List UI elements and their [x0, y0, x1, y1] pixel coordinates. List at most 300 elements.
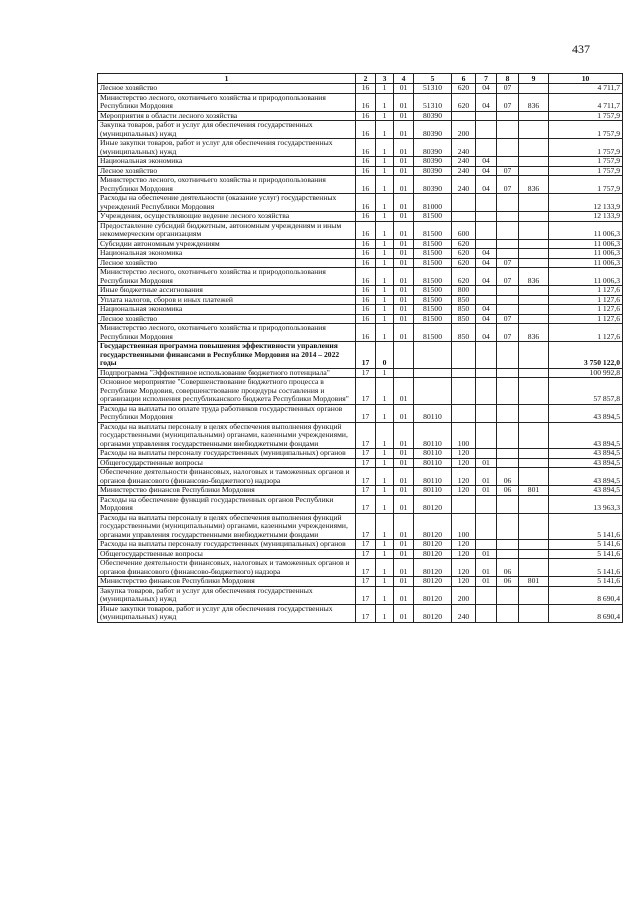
row-code-cell: 16: [356, 121, 376, 139]
row-code-cell: 07: [497, 166, 519, 176]
row-name-cell: Общегосударственные вопросы: [98, 549, 356, 559]
row-code-cell: 04: [476, 249, 497, 259]
row-code-cell: 1: [376, 559, 394, 577]
row-code-cell: 1: [376, 239, 394, 249]
row-code-cell: 80110: [414, 449, 452, 459]
row-code-cell: 01: [394, 166, 414, 176]
row-code-cell: 80110: [414, 468, 452, 486]
row-code-cell: 07: [497, 93, 519, 111]
row-code-cell: 16: [356, 176, 376, 194]
row-code-cell: 1: [376, 249, 394, 259]
row-code-cell: [519, 221, 549, 239]
row-code-cell: 1: [376, 586, 394, 604]
row-code-cell: 01: [394, 93, 414, 111]
row-code-cell: 17: [356, 422, 376, 449]
row-code-cell: 120: [452, 486, 476, 496]
row-code-cell: 1: [376, 422, 394, 449]
row-code-cell: [519, 342, 549, 369]
header-cell: 4: [394, 74, 414, 84]
row-code-cell: 16: [356, 212, 376, 222]
row-code-cell: 81500: [414, 286, 452, 296]
budget-table: [97, 73, 623, 623]
row-name-cell: Обеспечение деятельности финансовых, налоговых и таможенных органов и органов финансового (финансово-бюджетного) надзора: [98, 468, 356, 486]
row-code-cell: 620: [452, 93, 476, 111]
row-code-cell: 200: [452, 121, 476, 139]
row-code-cell: 81000: [414, 194, 452, 212]
row-code-cell: [497, 286, 519, 296]
row-amount-cell: 8 690,4: [549, 604, 623, 622]
row-code-cell: 836: [519, 268, 549, 286]
row-code-cell: 01: [394, 84, 414, 94]
row-code-cell: 07: [497, 314, 519, 324]
row-code-cell: 81500: [414, 324, 452, 342]
table-row: [98, 176, 623, 194]
row-code-cell: 04: [476, 324, 497, 342]
row-code-cell: 1: [376, 486, 394, 496]
row-code-cell: [476, 286, 497, 296]
table-row: [98, 342, 623, 369]
row-name-cell: Национальная экономика: [98, 305, 356, 315]
row-code-cell: 80110: [414, 422, 452, 449]
row-amount-cell: 43 894,5: [549, 422, 623, 449]
row-code-cell: [497, 194, 519, 212]
row-code-cell: 17: [356, 577, 376, 587]
row-name-cell: Лесное хозяйство: [98, 258, 356, 268]
row-code-cell: [476, 604, 497, 622]
row-amount-cell: 57 857,8: [549, 378, 623, 405]
row-code-cell: 81500: [414, 268, 452, 286]
table-row: [98, 166, 623, 176]
row-code-cell: [476, 513, 497, 540]
row-code-cell: 836: [519, 93, 549, 111]
table-row: [98, 157, 623, 167]
row-code-cell: 01: [394, 221, 414, 239]
row-code-cell: 16: [356, 194, 376, 212]
row-code-cell: 1: [376, 84, 394, 94]
row-code-cell: 240: [452, 157, 476, 167]
row-name-cell: Министерство лесного, охотничьего хозяйства и природопользования Республики Мордовия: [98, 268, 356, 286]
row-code-cell: 17: [356, 378, 376, 405]
row-amount-cell: 5 141,6: [549, 577, 623, 587]
row-code-cell: 17: [356, 604, 376, 622]
header-cell: 7: [476, 74, 497, 84]
row-code-cell: 120: [452, 540, 476, 550]
row-code-cell: 01: [394, 604, 414, 622]
row-code-cell: 06: [497, 486, 519, 496]
row-code-cell: 01: [394, 295, 414, 305]
row-name-cell: Иные закупки товаров, работ и услуг для обеспечения государственных (муниципальных) нужд: [98, 604, 356, 622]
row-code-cell: 01: [394, 212, 414, 222]
row-code-cell: [519, 166, 549, 176]
row-code-cell: 04: [476, 84, 497, 94]
row-code-cell: 801: [519, 486, 549, 496]
row-code-cell: 01: [394, 111, 414, 121]
row-code-cell: 1: [376, 513, 394, 540]
row-code-cell: 01: [394, 314, 414, 324]
row-code-cell: 1: [376, 378, 394, 405]
row-code-cell: 16: [356, 295, 376, 305]
table-row: [98, 486, 623, 496]
table-row: [98, 239, 623, 249]
row-code-cell: [497, 111, 519, 121]
row-amount-cell: 43 894,5: [549, 449, 623, 459]
row-code-cell: 1: [376, 604, 394, 622]
row-code-cell: [497, 249, 519, 259]
row-code-cell: [497, 422, 519, 449]
row-code-cell: [497, 449, 519, 459]
row-code-cell: [519, 111, 549, 121]
row-code-cell: 80120: [414, 604, 452, 622]
row-code-cell: 80390: [414, 166, 452, 176]
row-code-cell: 17: [356, 449, 376, 459]
row-code-cell: [497, 404, 519, 422]
row-amount-cell: 5 141,6: [549, 549, 623, 559]
table-row: [98, 139, 623, 157]
row-code-cell: 81500: [414, 249, 452, 259]
row-amount-cell: 43 894,5: [549, 468, 623, 486]
row-amount-cell: 13 963,3: [549, 495, 623, 513]
row-name-cell: Общегосударственные вопросы: [98, 458, 356, 468]
row-code-cell: 81500: [414, 305, 452, 315]
row-code-cell: 17: [356, 540, 376, 550]
row-name-cell: Учреждения, осуществляющие ведение лесного хозяйства: [98, 212, 356, 222]
row-amount-cell: 1 127,6: [549, 324, 623, 342]
row-code-cell: 01: [394, 194, 414, 212]
row-code-cell: [519, 378, 549, 405]
table-row: [98, 495, 623, 513]
row-code-cell: 01: [394, 286, 414, 296]
row-code-cell: [414, 342, 452, 369]
row-code-cell: [519, 540, 549, 550]
table-row: [98, 549, 623, 559]
row-code-cell: [519, 84, 549, 94]
row-code-cell: 04: [476, 258, 497, 268]
row-code-cell: [476, 212, 497, 222]
row-code-cell: [519, 404, 549, 422]
row-code-cell: 01: [394, 176, 414, 194]
row-name-cell: Расходы на выплаты по оплате труда работников государственных органов Республики Мордовия: [98, 404, 356, 422]
table-row: [98, 258, 623, 268]
row-code-cell: [497, 378, 519, 405]
row-code-cell: [497, 305, 519, 315]
row-code-cell: [476, 378, 497, 405]
row-code-cell: [497, 139, 519, 157]
row-amount-cell: 11 006,3: [549, 221, 623, 239]
row-amount-cell: 1 757,9: [549, 121, 623, 139]
row-code-cell: 1: [376, 458, 394, 468]
row-amount-cell: 8 690,4: [549, 586, 623, 604]
row-code-cell: 240: [452, 176, 476, 194]
row-name-cell: Основное мероприятие "Совершенствование бюджетного процесса в Республике Мордовия, совершенствование процедуры составления и организации исполнения республиканского бюджета Республики Мордовия": [98, 378, 356, 405]
row-code-cell: 80110: [414, 486, 452, 496]
table-row: [98, 586, 623, 604]
row-code-cell: 81500: [414, 258, 452, 268]
row-code-cell: 04: [476, 157, 497, 167]
row-code-cell: 07: [497, 176, 519, 194]
row-code-cell: 01: [476, 468, 497, 486]
row-code-cell: 07: [497, 84, 519, 94]
row-code-cell: 850: [452, 305, 476, 315]
row-code-cell: [452, 495, 476, 513]
row-code-cell: 1: [376, 577, 394, 587]
table-header-row: [98, 74, 623, 84]
row-code-cell: 01: [394, 121, 414, 139]
row-amount-cell: 12 133,9: [549, 212, 623, 222]
row-amount-cell: 1 127,6: [549, 314, 623, 324]
row-amount-cell: 11 006,3: [549, 268, 623, 286]
row-code-cell: 120: [452, 449, 476, 459]
row-code-cell: [519, 139, 549, 157]
row-code-cell: 120: [452, 458, 476, 468]
table-row: [98, 449, 623, 459]
row-code-cell: 16: [356, 258, 376, 268]
row-code-cell: 81500: [414, 295, 452, 305]
row-amount-cell: 11 006,3: [549, 249, 623, 259]
row-code-cell: [476, 368, 497, 378]
table-body: [98, 84, 623, 623]
row-code-cell: 620: [452, 268, 476, 286]
row-code-cell: [452, 194, 476, 212]
row-code-cell: [497, 295, 519, 305]
table-row: [98, 458, 623, 468]
row-code-cell: 01: [394, 422, 414, 449]
row-code-cell: [476, 111, 497, 121]
table-row: [98, 194, 623, 212]
row-code-cell: 1: [376, 404, 394, 422]
row-name-cell: Иные бюджетные ассигнования: [98, 286, 356, 296]
row-code-cell: 01: [476, 486, 497, 496]
row-code-cell: 04: [476, 166, 497, 176]
row-code-cell: [519, 586, 549, 604]
row-code-cell: 01: [476, 577, 497, 587]
row-name-cell: Подпрограмма "Эффективное использование бюджетного потенциала": [98, 368, 356, 378]
row-code-cell: 01: [394, 449, 414, 459]
row-code-cell: 80120: [414, 577, 452, 587]
table-row: [98, 422, 623, 449]
row-name-cell: Министерство финансов Республики Мордовия: [98, 577, 356, 587]
row-name-cell: Национальная экономика: [98, 157, 356, 167]
row-amount-cell: 4 711,7: [549, 84, 623, 94]
row-amount-cell: 43 894,5: [549, 404, 623, 422]
row-code-cell: 16: [356, 111, 376, 121]
row-code-cell: [497, 495, 519, 513]
row-code-cell: 01: [394, 258, 414, 268]
row-code-cell: 17: [356, 404, 376, 422]
row-code-cell: 06: [497, 577, 519, 587]
row-code-cell: 1: [376, 258, 394, 268]
row-code-cell: [452, 378, 476, 405]
row-code-cell: 01: [394, 586, 414, 604]
row-code-cell: 16: [356, 286, 376, 296]
table-row: [98, 559, 623, 577]
header-cell: 2: [356, 74, 376, 84]
row-amount-cell: 1 127,6: [549, 286, 623, 296]
row-code-cell: 04: [476, 176, 497, 194]
row-code-cell: 17: [356, 559, 376, 577]
row-code-cell: 16: [356, 166, 376, 176]
row-code-cell: [519, 286, 549, 296]
row-code-cell: [497, 212, 519, 222]
row-code-cell: 01: [394, 513, 414, 540]
table-row: [98, 468, 623, 486]
row-code-cell: 1: [376, 540, 394, 550]
row-code-cell: [476, 495, 497, 513]
row-code-cell: 01: [394, 239, 414, 249]
row-code-cell: [414, 368, 452, 378]
row-code-cell: [452, 368, 476, 378]
row-code-cell: 01: [476, 559, 497, 577]
row-code-cell: 1: [376, 286, 394, 296]
table-row: [98, 221, 623, 239]
table-row: [98, 305, 623, 315]
row-code-cell: 1: [376, 212, 394, 222]
row-code-cell: [476, 422, 497, 449]
row-code-cell: 1: [376, 176, 394, 194]
row-code-cell: [519, 212, 549, 222]
row-code-cell: 01: [394, 404, 414, 422]
row-name-cell: Лесное хозяйство: [98, 84, 356, 94]
row-code-cell: 16: [356, 93, 376, 111]
row-code-cell: 17: [356, 458, 376, 468]
row-code-cell: [497, 586, 519, 604]
row-code-cell: 01: [394, 157, 414, 167]
row-code-cell: [476, 239, 497, 249]
row-code-cell: 120: [452, 468, 476, 486]
row-code-cell: 04: [476, 268, 497, 286]
row-code-cell: [476, 342, 497, 369]
row-code-cell: [497, 513, 519, 540]
table-row: [98, 121, 623, 139]
header-cell: 3: [376, 74, 394, 84]
row-code-cell: 04: [476, 305, 497, 315]
row-code-cell: 16: [356, 305, 376, 315]
row-code-cell: 80390: [414, 176, 452, 194]
row-code-cell: 06: [497, 468, 519, 486]
row-code-cell: [497, 549, 519, 559]
row-name-cell: Мероприятия в области лесного хозяйства: [98, 111, 356, 121]
row-code-cell: [519, 314, 549, 324]
row-code-cell: 04: [476, 314, 497, 324]
table-row: [98, 286, 623, 296]
row-amount-cell: 100 992,8: [549, 368, 623, 378]
row-code-cell: [476, 139, 497, 157]
row-code-cell: [519, 157, 549, 167]
row-code-cell: 01: [394, 305, 414, 315]
row-code-cell: [519, 495, 549, 513]
row-code-cell: 16: [356, 221, 376, 239]
row-code-cell: 01: [394, 458, 414, 468]
row-code-cell: 620: [452, 249, 476, 259]
row-code-cell: 1: [376, 121, 394, 139]
row-code-cell: [519, 249, 549, 259]
row-code-cell: 04: [476, 93, 497, 111]
row-code-cell: 1: [376, 221, 394, 239]
row-code-cell: 836: [519, 176, 549, 194]
row-code-cell: 81500: [414, 212, 452, 222]
row-code-cell: [519, 295, 549, 305]
row-code-cell: [452, 404, 476, 422]
row-code-cell: 120: [452, 559, 476, 577]
row-code-cell: 1: [376, 157, 394, 167]
row-code-cell: [476, 194, 497, 212]
row-amount-cell: 43 894,5: [549, 486, 623, 496]
row-code-cell: 01: [394, 549, 414, 559]
row-amount-cell: 4 711,7: [549, 93, 623, 111]
row-code-cell: 17: [356, 342, 376, 369]
row-code-cell: 1: [376, 468, 394, 486]
row-code-cell: 80390: [414, 111, 452, 121]
row-amount-cell: 1 757,9: [549, 166, 623, 176]
row-code-cell: 06: [497, 559, 519, 577]
row-code-cell: 81500: [414, 314, 452, 324]
row-code-cell: 620: [452, 84, 476, 94]
row-name-cell: Закупка товаров, работ и услуг для обеспечения государственных (муниципальных) нужд: [98, 586, 356, 604]
row-code-cell: 200: [452, 586, 476, 604]
row-amount-cell: 3 750 122,0: [549, 342, 623, 369]
row-code-cell: 80120: [414, 549, 452, 559]
row-code-cell: 1: [376, 166, 394, 176]
row-code-cell: 01: [394, 468, 414, 486]
row-code-cell: [519, 468, 549, 486]
row-code-cell: 1: [376, 368, 394, 378]
row-code-cell: 16: [356, 324, 376, 342]
row-code-cell: [519, 194, 549, 212]
row-code-cell: 836: [519, 324, 549, 342]
row-code-cell: 16: [356, 139, 376, 157]
row-code-cell: [519, 513, 549, 540]
table-row: [98, 540, 623, 550]
row-code-cell: [519, 449, 549, 459]
row-amount-cell: 1 757,9: [549, 157, 623, 167]
row-code-cell: 850: [452, 324, 476, 342]
row-code-cell: 17: [356, 495, 376, 513]
row-code-cell: 1: [376, 449, 394, 459]
row-name-cell: Расходы на обеспечение деятельности (оказание услуг) государственных учреждений Республики Мордовия: [98, 194, 356, 212]
row-code-cell: [452, 212, 476, 222]
row-name-cell: Расходы на выплаты персоналу государственных (муниципальных) органов: [98, 449, 356, 459]
row-code-cell: [497, 157, 519, 167]
header-cell: 5: [414, 74, 452, 84]
row-code-cell: 01: [394, 495, 414, 513]
row-name-cell: Государственная программа повышения эффективности управления государственными финансами в Республике Мордовия на 2014 – 2022 годы: [98, 342, 356, 369]
row-code-cell: [394, 342, 414, 369]
row-code-cell: 1: [376, 295, 394, 305]
header-cell: 8: [497, 74, 519, 84]
row-code-cell: 120: [452, 549, 476, 559]
row-code-cell: [394, 368, 414, 378]
row-code-cell: 01: [394, 268, 414, 286]
row-code-cell: 01: [476, 458, 497, 468]
row-code-cell: 17: [356, 468, 376, 486]
row-code-cell: 240: [452, 604, 476, 622]
row-code-cell: 1: [376, 549, 394, 559]
row-code-cell: 01: [394, 540, 414, 550]
row-code-cell: 01: [394, 324, 414, 342]
row-code-cell: 600: [452, 221, 476, 239]
table-row: [98, 577, 623, 587]
row-code-cell: 16: [356, 314, 376, 324]
row-code-cell: 01: [394, 486, 414, 496]
row-code-cell: 1: [376, 305, 394, 315]
row-code-cell: [519, 549, 549, 559]
row-code-cell: [519, 121, 549, 139]
row-code-cell: 17: [356, 549, 376, 559]
row-name-cell: Лесное хозяйство: [98, 166, 356, 176]
row-code-cell: 80120: [414, 559, 452, 577]
row-name-cell: Расходы на выплаты персоналу в целях обеспечения выполнения функций государственными (муниципальными) органами, казенными учреждениями, органами управления государственными внебюджетными фондами: [98, 422, 356, 449]
header-cell: 1: [98, 74, 356, 84]
row-code-cell: [476, 121, 497, 139]
